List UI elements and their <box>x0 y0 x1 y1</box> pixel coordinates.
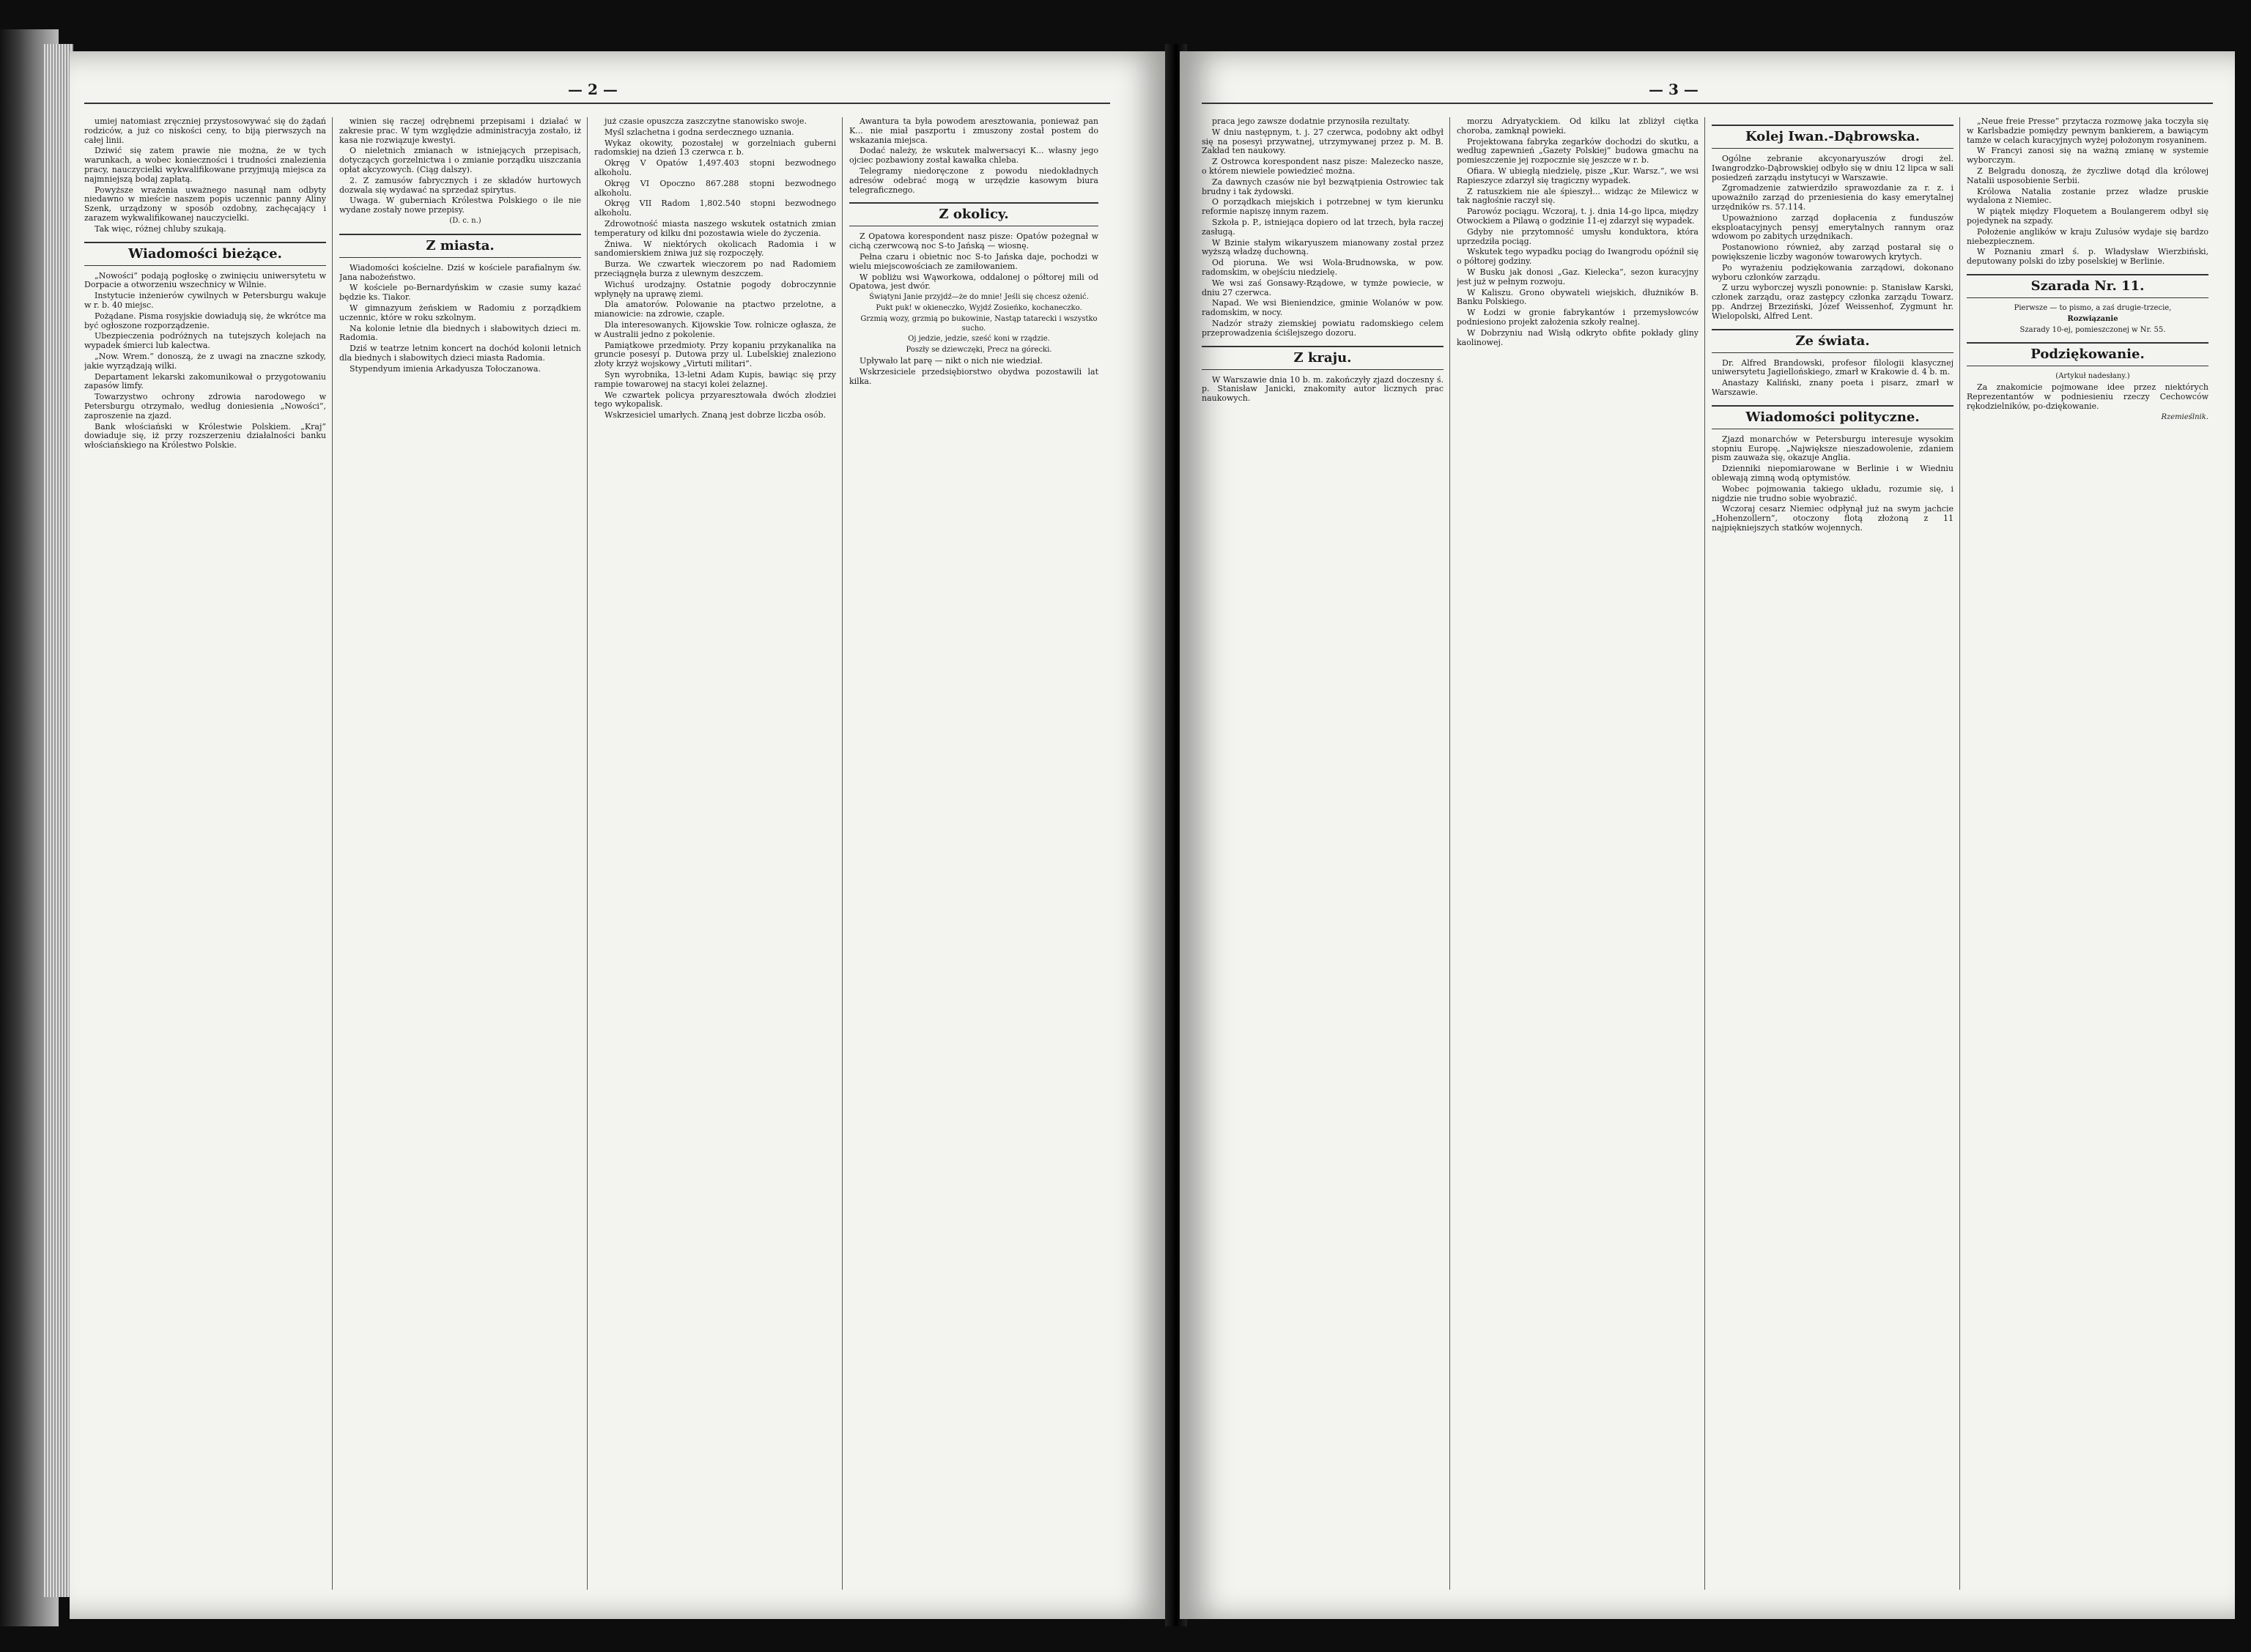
news-item: Anastazy Kaliński, znany poeta i pisarz, zmarł w Warszawie. <box>1712 378 1954 397</box>
news-item: Burza. We czwartek wieczorem po nad Radomiem przeciągnęła burza z ulewnym deszczem. <box>594 259 836 278</box>
verse: Pukt puk! w okieneczko, Wyjdź Zosieńko, kochaneczko. <box>876 303 1082 312</box>
news-item: Stypendyum imienia Arkadyusza Tołoczanowa. <box>350 363 541 374</box>
news-item: Na kolonie letnie dla biednych i słabowitych dzieci m. Radomia. <box>339 323 581 343</box>
paragraph: Z Belgradu donoszą, że życzliwe dotąd dla królowej Natalii usposobienie Serbii. <box>1967 166 2209 185</box>
section-heading: Z okolicy. <box>849 202 1098 226</box>
section-heading: Podziękowanie. <box>1967 342 2209 366</box>
thanks-text: Za znakomicie pojmowane idee przez niektórych Reprezentantów w podniesieniu rzeczy Cechowców rękodzielników, po-dziękowanie. <box>1967 382 2209 411</box>
paragraph: Upoważniono zarząd dopłacenia z funduszów eksploatacyjnych pensyj emerytalnych rannym oraz wdowom po zabitych urzędnikach. <box>1712 212 1954 242</box>
paragraph: Dodać należy, że wskutek malwersacyi K... własny jego ojciec pozbawiony został kawałka chleba. <box>849 146 1098 166</box>
news-item: Wskrzesiciel umarłych. Znaną jest dobrze liczba osób. <box>605 410 827 421</box>
column-rule <box>1449 117 1450 1590</box>
news-item: W Bzinie stałym wikaryuszem mianowany został przez wyższą władzę duchowną. <box>1202 237 1444 257</box>
news-item: Zdrowotność miasta naszego wskutek ostatnich zmian temperatury od kilku dni pozostawia wiele do życzenia. <box>594 218 836 238</box>
column-rule <box>1959 117 1960 1590</box>
paragraph: W Poznaniu zmarł ś. p. Władysław Wierzbiński, deputowany polski do izby poselskiej w Berlinie. <box>1967 247 2209 267</box>
column-rule <box>1704 117 1705 1590</box>
column-3 <box>1712 117 1954 1590</box>
section-heading: Szarada Nr. 11. <box>1967 274 2209 298</box>
header-rule <box>84 103 1110 104</box>
page-edges <box>44 44 73 1597</box>
paragraph: umiej natomiast zręczniej przystosowywać się do żądań rodziców, a już co niskości ceny, to biją pierwszych na całej linii. <box>84 117 326 145</box>
news-item: Ubezpieczenia podróżnych na tutejszych kolejach na wypadek śmierci lub kalectwa. <box>84 331 326 351</box>
paragraph: Postanowiono również, aby zarząd postarał się o powiększenie liczby wagonów towarowych krytych. <box>1712 242 1954 262</box>
paragraph: Projektowana fabryka zegarków dochodzi do skutku, a według zapewnień „Gazety Polskiej” budowa gmachu na pomieszczenie jej rozpocznie się jeszcze w r. b. <box>1457 136 1699 166</box>
news-item: Napad. We wsi Bieniendzice, gminie Wolanów w pow. radomskim, w nocy. <box>1202 298 1444 318</box>
news-item: Pełna czaru i obietnic noc S-to Jańska daje, pochodzi w wielu miejscowościach ze zamiłowaniem. <box>849 251 1098 271</box>
paragraph: Z Ostrowca korespondent nasz pisze: Malezecko nasze, o którem niewiele powiedzieć można. <box>1202 157 1444 176</box>
news-item: Dla interesowanych. Kijowskie Tow. rolnicze ogłasza, że w Australii jedno z pokolenie. <box>594 319 836 339</box>
news-item: W kościele po-Bernardyńskim w czasie sumy kazać będzie ks. Tiakor. <box>339 283 581 303</box>
news-item: Upływało lat parę — nikt o nich nie wiedział. <box>860 355 1043 366</box>
column-rule <box>587 117 588 1590</box>
news-item: Instytucie inżenierów cywilnych w Petersburgu wakuje w r. b. 40 miejsc. <box>84 291 326 310</box>
thanks-signature: Rzemieślnik. <box>2161 412 2209 421</box>
news-item: Od pioruna. We wsi Wola-Brudnowska, w pow. radomskim, w obejściu niedzielę. <box>1202 258 1444 277</box>
section-heading: Kolej Iwan.-Dąbrowska. <box>1712 125 1954 149</box>
news-item: W Łodzi w gronie fabrykantów i przemysłowców podniesiono projekt założenia szkoły realnej. <box>1457 308 1699 327</box>
news-item: Wskutek tego wypadku pociąg do Iwangrodu opóźnił się o półtorej godziny. <box>1457 247 1699 267</box>
news-item: We czwartek policya przyaresztowała dwóch złodziei tego wykopalisk. <box>594 390 836 410</box>
paragraph: Zgromadzenie zatwierdziło sprawozdanie za r. z. i upoważniło zarząd do przeniesienia do kasy emerytalnej urzędników rs. 57.114. <box>1712 183 1954 212</box>
news-item: Wichuś urodzajny. Ostatnie pogody dobroczynnie wpłynęły na uprawę ziemi. <box>594 279 836 299</box>
paragraph: morzu Adryatyckiem. Od kilku lat zbliżył ciętka choroba, zamknął powieki. <box>1457 117 1699 136</box>
news-item: Nadzór straży ziemskiej powiatu radomskiego celem przeprowadzenia ściślejszego dozoru. <box>1202 318 1444 338</box>
verse: Grzmią wozy, grzmią po bukowinie, Nastąp tatarecki i wszystko sucho. <box>860 314 1098 333</box>
news-item: Gdyby nie przytomność umysłu konduktora, która uprzedziła pociąg. <box>1457 226 1699 246</box>
news-item: We wsi zaś Gonsawy-Rządowe, w tymże powiecie, w dniu 27 czerwca. <box>1202 278 1444 297</box>
news-item: Okręg VII Radom 1,802.540 stopni bezwodnego alkoholu. <box>594 199 836 218</box>
paragraph: Myśl szlachetna i godna serdecznego uznania. <box>605 127 794 137</box>
column-3 <box>594 117 836 1590</box>
paragraph: „Neue freie Presse” przytacza rozmowę jaka toczyła się w Karlsbadzie pomiędzy pewnym bankierem, a bawiącym tamże w celach kuracyjnych wyżej położonym rosyaninem. <box>1967 117 2209 145</box>
section-heading: Ze świata. <box>1712 329 1954 353</box>
section-heading: Wiadomości bieżące. <box>84 242 326 266</box>
page-number: — 2 — <box>568 81 618 98</box>
verse: Świątyni Janie przyjdź—że do mnie! Jeśli się chcesz ożenić. <box>869 293 1089 302</box>
news-item: Wczoraj cesarz Niemiec odpłynął już na swym jachcie „Hohenzollern”, otoczony flotą złożoną z 11 najpiękniejszych statków wojennych. <box>1712 504 1954 533</box>
charade-line: Szarady 10-ej, pomieszczonej w Nr. 55. <box>2019 325 2166 334</box>
news-item: Okręg VI Opoczno 867.288 stopni bezwodnego alkoholu. <box>594 178 836 198</box>
right-page <box>1180 51 2235 1619</box>
paragraph: Awantura ta była powodem aresztowania, ponieważ pan K... nie miał paszportu i zmuszony został postem do wskazania miejsca. <box>849 117 1098 145</box>
news-item: W gimnazyum żeńskiem w Radomiu z porządkiem uczennic, które w roku szkolnym. <box>339 303 581 322</box>
news-item: Zjazd monarchów w Petersburgu interesuje wysokim stopniu Europę. „Największe nieszadowolenie, zdaniem pism zauważa się, okazuje Anglia. <box>1712 434 1954 463</box>
paragraph: Położenie anglików w kraju Zulusów wydaje się bardzo niebezpiecznem. <box>1967 226 2209 246</box>
news-item: Dla amatorów. Polowanie na ptactwo przelotne, a mianowicie: na zdrowie, czaple. <box>594 300 836 319</box>
paragraph: Z urzu wyborczej wyszli ponownie: p. Stanisław Karski, członek zarządu, oraz zastępcy członka zarządu Towarz. pp. Andrzej Brzeziński, Józef Weissenhof, Zygmunt hr. Wielopolski, Alfred Lent. <box>1712 283 1954 321</box>
news-item: „Nowości” podają pogłoskę o zwinięciu uniwersytetu w Dorpacie a otworzeniu wszechnicy w Wilnie. <box>84 270 326 290</box>
news-item: Z ratuszkiem nie ale śpieszył... widząc że Milewicz w tak nagłośnie raczył się. <box>1457 186 1699 206</box>
continuation-note: (D. c. n.) <box>449 216 481 225</box>
column-1 <box>1202 117 1444 1590</box>
news-item: Parowóz pociągu. Wczoraj, t. j. dnia 14-go lipca, między Otwockiem a Pilawą o godzinie 11-ej zdarzył się wypadek. <box>1457 207 1699 226</box>
news-item: Dzienniki niepomiarowane w Berlinie i w Wiedniu oblewają zimną wodą optymistów. <box>1712 464 1954 483</box>
paragraph: O porządkach miejskich i potrzebnej w tym kierunku reformie napiszę innym razem. <box>1202 197 1444 217</box>
paragraph: W Francyi zanosi się na ważną zmianę w systemie wyborczym. <box>1967 146 2209 166</box>
paragraph: Powyższe wrażenia uważnego nasunął nam odbyty niedawno w mieście naszem popis uczennic panny Aliny Szenk, urządzony w sposób ozdobny, zachęcający i zarazem wykwalifikowanej nauczycielki. <box>84 185 326 223</box>
page-number: — 3 — <box>1649 81 1699 98</box>
paragraph: Królowa Natalia zostanie przez władze pruskie wydalona z Niemiec. <box>1967 186 2209 206</box>
news-item: Dziś w teatrze letnim koncert na dochód kolonii letnich dla biednych i słabowitych dzieci miasta Radomia. <box>339 344 581 363</box>
news-item: Wskrzesiciele przedsiębiorstwo obydwa pozostawili lat kilka. <box>849 366 1098 386</box>
news-item: W Kaliszu. Grono obywateli wiejskich, dłużników B. Banku Polskiego. <box>1457 287 1699 307</box>
paragraph: Szkoła p. P., istniejąca dopiero od lat trzech, była raczej zasługą. <box>1202 217 1444 237</box>
column-2 <box>339 117 581 1590</box>
section-heading: Z kraju. <box>1202 346 1444 370</box>
paragraph: W piątek między Floquetem a Boulangerem odbył się pojedynek na szpady. <box>1967 207 2209 226</box>
paragraph: Dziwić się zatem prawie nie można, że w tych warunkach, a wobec konieczności i trudności znalezienia pracy, nauczycielki wykwalifikowane przyjmują miejsca za najmniejszą bodaj zapłatą. <box>84 146 326 184</box>
paragraph: Po wyrażeniu podziękowania zarządowi, dokonano wyboru członków zarządu. <box>1712 262 1954 282</box>
section-heading: Z miasta. <box>339 234 581 258</box>
paragraph: praca jego zawsze dodatnie przynosiła rezultaty. <box>1212 117 1411 126</box>
thanks-note: (Artykuł nadesłany.) <box>2055 372 2130 381</box>
column-2 <box>1457 117 1699 1590</box>
news-item: Wobec pojmowania takiego układu, rozumie się, i nigdzie nie trudno sobie wyobrazić. <box>1712 484 1954 503</box>
news-item: W pobliżu wsi Wąworkowa, oddalonej o półtorej mili od Opatowa, jest dwór. <box>849 272 1098 292</box>
paragraph: 2. Z zamusów fabrycznych i ze składów hurtowych dozwala się wydawać na sprzedaż spirytus. <box>339 175 581 195</box>
news-item: Departament lekarski zakomunikował o przygotowaniu zapasów limfy. <box>84 371 326 391</box>
paragraph: W dniu następnym, t. j. 27 czerwca, podobny akt odbył się na posesyi przywatnej, utrzymywanej przez p. M. B. Zakład ten naukowy. <box>1202 127 1444 156</box>
charade-answer-heading: Rozwiązanie <box>2067 314 2118 323</box>
section-heading: Wiadomości polityczne. <box>1712 405 1954 429</box>
column-4 <box>849 117 1098 1590</box>
news-item: Wykaz okowity, pozostałej w gorzelniach guberni radomskiej na dzień 13 czerwca r. b. <box>594 138 836 158</box>
news-item: Wiadomości kościelne. Dziś w kościele parafialnym św. Jana nabożeństwo. <box>339 262 581 282</box>
news-item: W Dobrzyniu nad Wisłą odkryto obfite pokłady gliny kaolinowej. <box>1457 327 1699 347</box>
news-item: Bank włościański w Królestwie Polskiem. „Kraj” dowiaduje się, iż przy rozszerzeniu działalności banku włościańskiego na Królestwo Polskie. <box>84 421 326 451</box>
news-item: W Warszawie dnia 10 b. m. zakończyły zjazd doczesny ś. p. Stanisław Janicki, znakomity autor licznych prac naukowych. <box>1202 374 1444 404</box>
news-item: Dr. Alfred Brandowski, profesor filologii klasycznej uniwersytetu Jagiellońskiego, zmarł w Krakowie d. 4 b. m. <box>1712 358 1954 377</box>
paragraph: Tak więc, różnej chluby szukają. <box>95 223 226 234</box>
paragraph: już czasie opuszcza zaszczytne stanowisko swoje. <box>605 117 807 126</box>
news-item: Ofiara. W ubiegłą niedzielę, pisze „Kur. Warsz.”, we wsi Rapieszyce zdarzył się tragiczny wypadek. <box>1457 166 1699 185</box>
news-item: Okręg V Opatów 1,497.403 stopni bezwodnego alkoholu. <box>594 158 836 177</box>
paragraph: Telegramy niedoręczone z powodu niedokładnych adresów odebrać mogą w urzędzie kasowym biura telegraficznego. <box>849 166 1098 195</box>
column-4 <box>1967 117 2209 1590</box>
news-item: Pożądane. Pisma rosyjskie dowiadują się, że wkrótce ma być ogłoszone rozporządzenie. <box>84 311 326 330</box>
news-item: Towarzystwo ochrony zdrowia narodowego w Petersburgu otrzymało, według doniesienia „Nowości”, zaproszenie na zjazd. <box>84 392 326 421</box>
paragraph: winien się raczej odrębnemi przepisami i działać w zakresie prac. W tym względzie administracyja zostało, iż kasa nie rozwiązuje kwestyi. <box>339 117 581 145</box>
paragraph: O nieletnich zmianach w istniejących przepisach, dotyczących gorzelnictwa i o zmianie porządku uiszczania opłat akcyzowych. (Ciąg dalszy). <box>339 146 581 174</box>
column-1 <box>84 117 326 1590</box>
news-item: „Now. Wrem.” donoszą, że z uwagi na znaczne szkody, jakie wyrządzają wilki. <box>84 351 326 371</box>
header-rule <box>1202 103 2213 104</box>
news-item: Syn wyrobnika, 13-letni Adam Kupis, bawiąc się przy rampie towarowej na stacyi kolei żelaznej. <box>594 369 836 389</box>
verse: Oj jedzie, jedzie, sześć koni w rządzie. <box>908 335 1050 344</box>
paragraph: Za dawnych czasów nie był bezwątpienia Ostrowiec tak brudny i tak żydowski. <box>1202 177 1444 196</box>
news-item: Żniwa. W niektórych okolicach Radomia i w sandomierskiem żniwa już się rozpoczęły. <box>594 239 836 259</box>
news-item: W Busku jak donosi „Gaz. Kielecka”, sezon kuracyjny jest już w pełnym rozwoju. <box>1457 267 1699 286</box>
news-item: Z Opatowa korespondent nasz pisze: Opatów pożegnał w cichą czerwcową noc S-to Jańską — wiosnę. <box>849 231 1098 251</box>
verse: Poszły se dziewczęki, Precz na górecki. <box>906 346 1052 355</box>
column-rule <box>332 117 333 1590</box>
news-item: Pamiątkowe przedmioty. Przy kopaniu przykanalika na gruncie posesyi p. Dutowa przy ul. Lubelskiej znaleziono złoty krzyż wojskowy „Virtuti militari”. <box>594 340 836 369</box>
paragraph: Ogólne zebranie akcyonaryuszów drogi żel. Iwangrodzko-Dąbrowskiej odbyło się w dniu 12 lipca w sali posiedzeń zarządu instytucyi w Warszawie. <box>1712 154 1954 182</box>
left-page <box>70 51 1169 1619</box>
charade-line: Pierwsze — to pismo, a zaś drugie-trzecie, <box>2014 303 2172 312</box>
paragraph: Uwaga. W guberniach Królestwa Polskiego o ile nie wydane zostały nowe przepisy. <box>339 196 581 215</box>
column-rule <box>842 117 843 1590</box>
